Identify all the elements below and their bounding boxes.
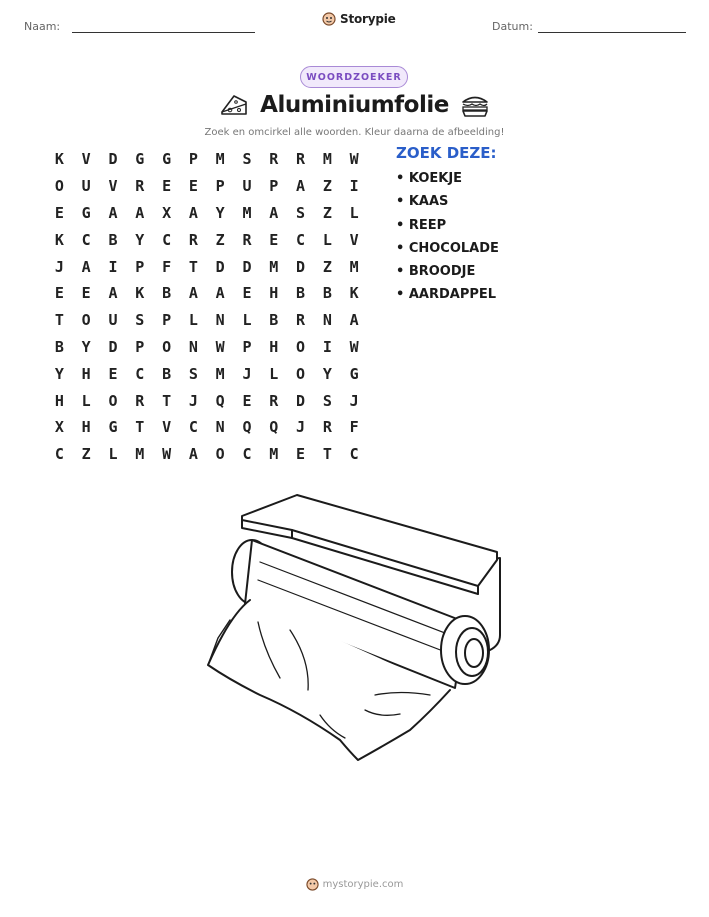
worksheet-type-badge: WOORDZOEKER xyxy=(300,66,408,88)
grid-row xyxy=(46,360,368,387)
grid-letter[interactable]: B xyxy=(162,364,172,383)
grid-letter[interactable]: U xyxy=(108,311,118,330)
grid-letter[interactable]: Z xyxy=(322,257,332,276)
grid-letter[interactable]: R xyxy=(242,230,252,249)
grid-letter[interactable]: S xyxy=(242,150,252,169)
page-title: Aluminiumfolie xyxy=(260,92,449,118)
grid-letter[interactable]: B xyxy=(108,230,118,249)
grid-letter[interactable]: W xyxy=(162,445,172,464)
grid-letter[interactable]: X xyxy=(162,203,172,222)
grid-letter[interactable]: D xyxy=(296,257,306,276)
grid-letter[interactable]: Q xyxy=(269,418,279,437)
grid-row xyxy=(46,146,368,173)
grid-letter[interactable]: E xyxy=(242,284,252,303)
grid-letter[interactable]: C xyxy=(54,445,64,464)
aluminium-foil-roll-illustration xyxy=(200,490,510,765)
sandwich-icon xyxy=(460,92,490,118)
grid-row xyxy=(46,307,368,334)
grid-letter[interactable]: Y xyxy=(81,337,91,356)
grid-letter[interactable]: E xyxy=(54,203,64,222)
date-line[interactable] xyxy=(538,32,686,33)
grid-letter[interactable]: R xyxy=(296,311,306,330)
grid-letter[interactable]: Z xyxy=(322,177,332,196)
grid-letter[interactable]: D xyxy=(215,257,225,276)
instructions: Zoek en omcirkel alle woorden. Kleur daarna de afbeelding! xyxy=(204,127,505,138)
grid-letter[interactable]: A xyxy=(215,284,225,303)
grid-letter[interactable]: B xyxy=(296,284,306,303)
word-list-item: • AARDAPPEL xyxy=(396,287,497,303)
grid-letter[interactable]: T xyxy=(135,418,145,437)
grid-letter[interactable]: P xyxy=(188,150,198,169)
grid-letter[interactable]: S xyxy=(188,364,198,383)
grid-letter[interactable]: A xyxy=(108,203,118,222)
grid-letter[interactable]: C xyxy=(135,364,145,383)
name-label: Naam: xyxy=(24,20,61,33)
grid-letter[interactable]: W xyxy=(349,337,359,356)
grid-letter[interactable]: P xyxy=(135,337,145,356)
word-list-item: • BROODJE xyxy=(396,264,476,280)
grid-letter[interactable]: I xyxy=(322,337,332,356)
grid-row xyxy=(46,253,368,280)
grid-letter[interactable]: I xyxy=(108,257,118,276)
grid-letter[interactable]: O xyxy=(296,364,306,383)
grid-letter[interactable]: L xyxy=(188,311,198,330)
word-list-item: • REEP xyxy=(396,217,447,233)
grid-letter[interactable]: T xyxy=(322,445,332,464)
grid-letter[interactable]: P xyxy=(269,177,279,196)
grid-letter[interactable]: B xyxy=(322,284,332,303)
grid-letter[interactable]: Q xyxy=(242,418,252,437)
grid-letter[interactable]: H xyxy=(54,391,64,410)
grid-letter[interactable]: V xyxy=(81,150,91,169)
word-search-grid xyxy=(46,146,368,468)
grid-letter[interactable]: C xyxy=(162,230,172,249)
grid-letter[interactable]: E xyxy=(81,284,91,303)
grid-row xyxy=(46,414,368,441)
grid-letter[interactable]: K xyxy=(54,230,64,249)
grid-letter[interactable]: A xyxy=(188,445,198,464)
grid-letter[interactable]: R xyxy=(296,150,306,169)
grid-letter[interactable]: L xyxy=(242,311,252,330)
grid-letter[interactable]: M xyxy=(269,257,279,276)
grid-letter[interactable]: Z xyxy=(81,445,91,464)
name-line[interactable] xyxy=(72,32,255,33)
grid-letter[interactable]: J xyxy=(349,391,359,410)
grid-letter[interactable]: R xyxy=(135,177,145,196)
grid-letter[interactable]: M xyxy=(242,203,252,222)
grid-letter[interactable]: H xyxy=(81,418,91,437)
grid-letter[interactable]: T xyxy=(188,257,198,276)
grid-letter[interactable]: E xyxy=(108,364,118,383)
grid-row xyxy=(46,173,368,200)
grid-letter[interactable]: S xyxy=(322,391,332,410)
brand-name: Storypie xyxy=(340,12,396,26)
grid-letter[interactable]: J xyxy=(188,391,198,410)
grid-letter[interactable]: G xyxy=(135,150,145,169)
grid-letter[interactable]: L xyxy=(108,445,118,464)
grid-letter[interactable]: P xyxy=(135,257,145,276)
grid-letter[interactable]: O xyxy=(81,311,91,330)
grid-letter[interactable]: T xyxy=(54,311,64,330)
grid-letter[interactable]: M xyxy=(269,445,279,464)
grid-letter[interactable]: J xyxy=(296,418,306,437)
grid-letter[interactable]: M xyxy=(349,257,359,276)
word-list-item: • CHOCOLADE xyxy=(396,240,499,256)
grid-letter[interactable]: G xyxy=(108,418,118,437)
grid-letter[interactable]: N xyxy=(322,311,332,330)
grid-letter[interactable]: V xyxy=(162,418,172,437)
grid-letter[interactable]: P xyxy=(242,337,252,356)
grid-letter[interactable]: O xyxy=(162,337,172,356)
grid-letter[interactable]: Z xyxy=(322,203,332,222)
grid-row xyxy=(46,280,368,307)
grid-letter[interactable]: E xyxy=(269,230,279,249)
grid-letter[interactable]: E xyxy=(242,391,252,410)
grid-letter[interactable]: M xyxy=(322,150,332,169)
grid-letter[interactable]: S xyxy=(296,203,306,222)
grid-letter[interactable]: F xyxy=(162,257,172,276)
grid-row xyxy=(46,334,368,361)
grid-letter[interactable]: Y xyxy=(322,364,332,383)
grid-letter[interactable]: A xyxy=(188,284,198,303)
grid-letter[interactable]: X xyxy=(54,418,64,437)
grid-letter[interactable]: A xyxy=(108,284,118,303)
grid-letter[interactable]: R xyxy=(135,391,145,410)
grid-letter[interactable]: E xyxy=(296,445,306,464)
grid-letter[interactable]: H xyxy=(81,364,91,383)
brand xyxy=(322,12,396,26)
grid-letter[interactable]: M xyxy=(215,150,225,169)
grid-letter[interactable]: E xyxy=(54,284,64,303)
grid-letter[interactable]: V xyxy=(349,230,359,249)
grid-letter[interactable]: C xyxy=(81,230,91,249)
word-list-item: • KOEKJE xyxy=(396,171,463,186)
storypie-logo-icon xyxy=(322,12,336,26)
grid-letter[interactable]: C xyxy=(349,445,359,464)
grid-letter[interactable]: R xyxy=(322,418,332,437)
grid-letter[interactable]: D xyxy=(108,337,118,356)
grid-letter[interactable]: G xyxy=(349,364,359,383)
grid-letter[interactable]: G xyxy=(81,203,91,222)
grid-letter[interactable]: K xyxy=(54,150,64,169)
grid-letter[interactable]: O xyxy=(108,391,118,410)
grid-letter[interactable]: C xyxy=(188,418,198,437)
grid-letter[interactable]: K xyxy=(349,284,359,303)
grid-letter[interactable]: U xyxy=(81,177,91,196)
grid-letter[interactable]: U xyxy=(242,177,252,196)
grid-letter[interactable]: R xyxy=(269,391,279,410)
word-list xyxy=(396,171,499,311)
grid-letter[interactable]: B xyxy=(54,337,64,356)
word-list-title: ZOEK DEZE: xyxy=(396,144,497,162)
grid-letter[interactable]: A xyxy=(269,203,279,222)
grid-letter[interactable]: V xyxy=(108,177,118,196)
grid-letter[interactable]: O xyxy=(54,177,64,196)
grid-letter[interactable]: B xyxy=(162,284,172,303)
grid-letter[interactable]: M xyxy=(135,445,145,464)
storypie-logo-icon xyxy=(306,878,319,891)
grid-letter[interactable]: E xyxy=(188,177,198,196)
grid-letter[interactable]: L xyxy=(269,364,279,383)
grid-letter[interactable]: A xyxy=(135,203,145,222)
grid-letter[interactable]: N xyxy=(188,337,198,356)
word-list-item: • KAAS xyxy=(396,194,449,210)
grid-letter[interactable]: L xyxy=(349,203,359,222)
grid-letter[interactable]: K xyxy=(135,284,145,303)
grid-letter[interactable]: B xyxy=(269,311,279,330)
grid-letter[interactable]: O xyxy=(296,337,306,356)
grid-letter[interactable]: Y xyxy=(215,203,225,222)
grid-letter[interactable]: F xyxy=(349,418,359,437)
grid-letter[interactable]: J xyxy=(54,257,64,276)
grid-letter[interactable]: W xyxy=(215,337,225,356)
grid-letter[interactable]: Y xyxy=(135,230,145,249)
grid-row xyxy=(46,226,368,253)
grid-letter[interactable]: Z xyxy=(215,230,225,249)
grid-letter[interactable]: D xyxy=(242,257,252,276)
grid-letter[interactable]: Y xyxy=(54,364,64,383)
grid-letter[interactable]: D xyxy=(296,391,306,410)
grid-letter[interactable]: C xyxy=(296,230,306,249)
grid-letter[interactable]: M xyxy=(215,364,225,383)
grid-letter[interactable]: L xyxy=(81,391,91,410)
grid-letter[interactable]: R xyxy=(269,150,279,169)
grid-letter[interactable]: I xyxy=(349,177,359,196)
grid-letter[interactable]: H xyxy=(269,284,279,303)
grid-letter[interactable]: A xyxy=(296,177,306,196)
date-label: Datum: xyxy=(492,20,533,33)
grid-letter[interactable]: N xyxy=(215,311,225,330)
grid-letter[interactable]: J xyxy=(242,364,252,383)
grid-letter[interactable]: E xyxy=(162,177,172,196)
grid-letter[interactable]: H xyxy=(269,337,279,356)
grid-letter[interactable]: G xyxy=(162,150,172,169)
grid-row xyxy=(46,387,368,414)
grid-letter[interactable]: P xyxy=(162,311,172,330)
grid-letter[interactable]: C xyxy=(242,445,252,464)
grid-letter[interactable]: A xyxy=(81,257,91,276)
grid-letter[interactable]: A xyxy=(188,203,198,222)
grid-row xyxy=(46,441,368,468)
grid-letter[interactable]: P xyxy=(215,177,225,196)
grid-letter[interactable]: L xyxy=(322,230,332,249)
grid-letter[interactable]: T xyxy=(162,391,172,410)
grid-letter[interactable]: D xyxy=(108,150,118,169)
grid-letter[interactable]: A xyxy=(349,311,359,330)
grid-letter[interactable]: R xyxy=(188,230,198,249)
grid-row xyxy=(46,200,368,227)
grid-letter[interactable]: Q xyxy=(215,391,225,410)
grid-letter[interactable]: W xyxy=(349,150,359,169)
footer xyxy=(0,878,709,891)
grid-letter[interactable]: N xyxy=(215,418,225,437)
grid-letter[interactable]: O xyxy=(215,445,225,464)
grid-letter[interactable]: S xyxy=(135,311,145,330)
footer-url: mystorypie.com xyxy=(322,879,404,890)
